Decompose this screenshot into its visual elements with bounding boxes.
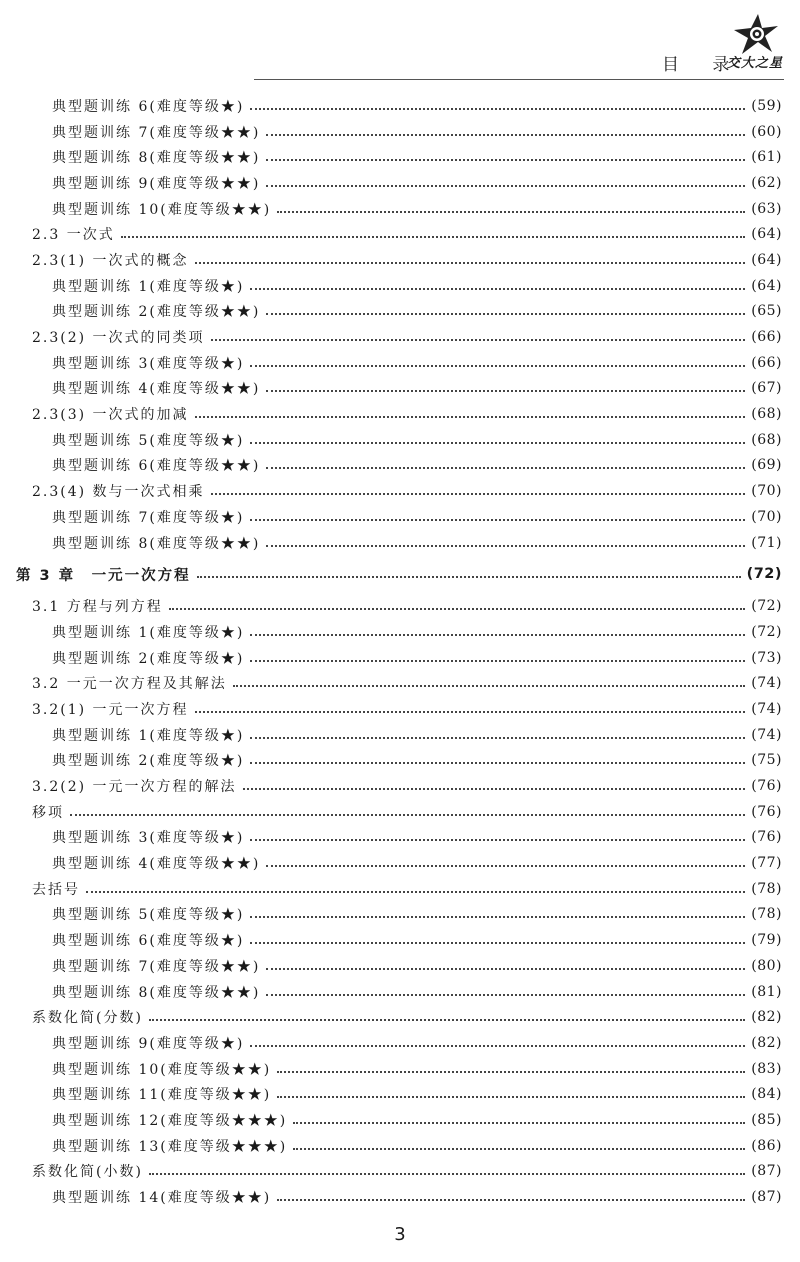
toc-entry-label: 系数化简(小数) [32, 1164, 143, 1181]
dot-leader [250, 916, 745, 918]
toc-entry-label: 3.2(2) 一元一次方程的解法 [32, 779, 237, 796]
toc-exercise-entry[interactable] [0, 119, 800, 145]
dot-leader [250, 288, 745, 290]
toc-exercise-entry[interactable] [0, 1133, 800, 1159]
page-header [0, 0, 800, 82]
toc-entry-page: (83) [751, 1060, 782, 1077]
dot-leader [250, 1045, 745, 1047]
toc-entry-page: (72) [751, 623, 782, 640]
toc-entry-label: 典型题训练 13(难度等级★★★) [52, 1138, 288, 1155]
toc-exercise-entry[interactable] [0, 144, 800, 170]
toc-entry-label: 典型题训练 6(难度等级★) [52, 98, 245, 115]
toc-exercise-entry[interactable] [0, 504, 800, 530]
toc-entry-label: 典型题训练 5(难度等级★) [52, 907, 245, 924]
dot-leader [250, 942, 745, 944]
dot-leader [70, 814, 745, 816]
dot-leader [266, 467, 745, 469]
toc-entry-page: (87) [751, 1163, 782, 1180]
toc-exercise-entry[interactable] [0, 645, 800, 671]
toc-entry-label: 典型题训练 8(难度等级★★) [52, 150, 261, 167]
toc-entry-label: 典型题训练 12(难度等级★★★) [52, 1112, 288, 1129]
dot-leader [195, 262, 746, 264]
toc-section-entry[interactable] [0, 401, 800, 427]
toc-entry-label: 典型题训练 6(难度等级★) [52, 933, 245, 950]
toc-entry-label: 3.2 一元一次方程及其解法 [32, 676, 227, 693]
toc-entry-label: 典型题训练 8(难度等级★★) [52, 984, 261, 1001]
toc-entry-page: (81) [751, 983, 782, 1000]
toc-entry-label: 典型题训练 7(难度等级★★) [52, 958, 261, 975]
toc-entry-page: (61) [751, 149, 782, 166]
toc-entry-label: 典型题训练 2(难度等级★) [52, 753, 245, 770]
dot-leader [266, 313, 745, 315]
dot-leader [266, 390, 745, 392]
dot-leader [169, 608, 746, 610]
dot-leader [250, 839, 745, 841]
brand-logo-text: 交大之星 [727, 56, 784, 71]
toc-entry-page: (72) [751, 598, 782, 615]
dot-leader [277, 1071, 745, 1073]
toc-entry-label: 3.1 方程与列方程 [32, 599, 163, 616]
toc-entry-label: 典型题训练 1(难度等级★) [52, 624, 245, 641]
dot-leader [250, 737, 745, 739]
toc-exercise-entry[interactable] [0, 1107, 800, 1133]
toc-entry-page: (80) [751, 957, 782, 974]
toc-entry-label: 移项 [32, 804, 64, 821]
toc-entry-label: 典型题训练 10(难度等级★★) [52, 201, 272, 218]
dot-leader [266, 159, 745, 161]
toc-entry-page: (63) [751, 200, 782, 217]
toc-exercise-entry[interactable] [0, 619, 800, 645]
dot-leader [211, 339, 746, 341]
toc-entry-label: 典型题训练 3(难度等级★) [52, 830, 245, 847]
toc-entry-page: (85) [751, 1111, 782, 1128]
toc-entry-page: (60) [751, 123, 782, 140]
toc-entry-page: (86) [751, 1137, 782, 1154]
toc-entry-page: (75) [751, 752, 782, 769]
toc-entry-page: (59) [751, 97, 782, 114]
toc-exercise-entry[interactable] [0, 299, 800, 325]
dot-leader [121, 236, 746, 238]
toc-entry-label: 典型题训练 3(难度等级★) [52, 355, 245, 372]
dot-leader [266, 968, 745, 970]
toc-entry-label: 典型题训练 4(难度等级★★) [52, 856, 261, 873]
toc-entry-label: 典型题训练 5(难度等级★) [52, 432, 245, 449]
toc-entry-page: (82) [751, 1009, 782, 1026]
toc-entry-page: (76) [751, 829, 782, 846]
dot-leader [233, 685, 746, 687]
toc-entry-page: (64) [751, 277, 782, 294]
toc-section-entry[interactable] [0, 478, 800, 504]
toc-entry-page: (74) [751, 675, 782, 692]
toc-entry-page: (78) [751, 906, 782, 923]
dot-leader [250, 442, 745, 444]
toc-entry-page: (68) [751, 431, 782, 448]
toc-section-entry[interactable] [0, 799, 800, 825]
toc-exercise-entry[interactable] [0, 376, 800, 402]
toc-exercise-entry[interactable] [0, 1030, 800, 1056]
toc-entry-label: 2.3(4) 数与一次式相乘 [32, 484, 205, 501]
toc-entry-page: (77) [751, 855, 782, 872]
dot-leader [266, 865, 745, 867]
toc-exercise-entry[interactable] [0, 1056, 800, 1082]
dot-leader [250, 762, 745, 764]
dot-leader [266, 134, 745, 136]
toc-exercise-entry[interactable] [0, 825, 800, 851]
toc-exercise-entry[interactable] [0, 427, 800, 453]
toc-entry-label: 系数化简(分数) [32, 1010, 143, 1027]
toc-section-entry[interactable] [0, 1004, 800, 1030]
toc-entry-label: 典型题训练 2(难度等级★) [52, 650, 245, 667]
toc-entry-page: (70) [751, 508, 782, 525]
toc-entry-label: 2.3(2) 一次式的同类项 [32, 330, 205, 347]
toc-entry-page: (74) [751, 726, 782, 743]
toc-entry-page: (68) [751, 406, 782, 423]
toc-exercise-entry[interactable] [0, 1184, 800, 1210]
dot-leader [250, 519, 745, 521]
toc-chapter-entry[interactable] [0, 555, 800, 593]
toc-entry-label: 3.2(1) 一元一次方程 [32, 701, 189, 718]
toc-entry-label: 典型题训练 8(难度等级★★) [52, 535, 261, 552]
toc-exercise-entry[interactable] [0, 350, 800, 376]
toc-entry-page: (76) [751, 803, 782, 820]
dot-leader [211, 493, 746, 495]
toc-entry-label: 典型题训练 2(难度等级★★) [52, 304, 261, 321]
toc-entry-label: 典型题训练 10(难度等级★★) [52, 1061, 272, 1078]
toc-exercise-entry[interactable] [0, 530, 800, 556]
toc-entry-page: (64) [751, 226, 782, 243]
toc-entry-page: (82) [751, 1034, 782, 1051]
dot-leader [250, 108, 745, 110]
toc-entry-page: (65) [751, 303, 782, 320]
toc-entry-label: 2.3(3) 一次式的加减 [32, 407, 189, 424]
toc-entry-label: 典型题训练 9(难度等级★) [52, 1035, 245, 1052]
toc-exercise-entry[interactable] [0, 748, 800, 774]
dot-leader [250, 660, 745, 662]
toc-entry-label: 典型题训练 14(难度等级★★) [52, 1190, 272, 1207]
toc-exercise-entry[interactable] [0, 1081, 800, 1107]
toc-entry-page: (66) [751, 354, 782, 371]
toc-entry-label: 去括号 [32, 881, 80, 898]
dot-leader [293, 1122, 745, 1124]
dot-leader [266, 994, 745, 996]
toc-exercise-entry[interactable] [0, 850, 800, 876]
toc-entry-page: (66) [751, 329, 782, 346]
toc-entry-page: (79) [751, 932, 782, 949]
toc-entry-label: 典型题训练 7(难度等级★★) [52, 124, 261, 141]
toc-section-entry[interactable] [0, 324, 800, 350]
toc-section-entry[interactable] [0, 876, 800, 902]
dot-leader [86, 891, 745, 893]
table-of-contents [0, 93, 800, 1210]
dot-leader [197, 576, 741, 578]
dot-leader [195, 416, 746, 418]
toc-entry-label: 典型题训练 1(难度等级★) [52, 278, 245, 295]
toc-section-entry[interactable] [0, 670, 800, 696]
header-title: 目 录 [662, 55, 744, 75]
header-divider [254, 79, 784, 80]
dot-leader [293, 1148, 745, 1150]
toc-entry-label: 典型题训练 1(难度等级★) [52, 727, 245, 744]
toc-entry-page: (64) [751, 251, 782, 268]
toc-section-entry[interactable] [0, 221, 800, 247]
dot-leader [149, 1173, 745, 1175]
toc-exercise-entry[interactable] [0, 979, 800, 1005]
toc-entry-label: 第 3 章 一元一次方程 [16, 567, 191, 584]
dot-leader [243, 788, 746, 790]
toc-entry-page: (72) [746, 566, 782, 583]
toc-entry-page: (87) [751, 1189, 782, 1206]
toc-entry-label: 2.3 一次式 [32, 227, 115, 244]
toc-section-entry[interactable] [0, 773, 800, 799]
dot-leader [266, 185, 745, 187]
toc-entry-page: (70) [751, 483, 782, 500]
toc-entry-page: (71) [751, 534, 782, 551]
dot-leader [250, 634, 745, 636]
toc-section-entry[interactable] [0, 1159, 800, 1185]
toc-entry-label: 典型题训练 6(难度等级★★) [52, 458, 261, 475]
toc-exercise-entry[interactable] [0, 273, 800, 299]
toc-entry-label: 典型题训练 11(难度等级★★) [52, 1087, 272, 1104]
toc-entry-label: 典型题训练 4(难度等级★★) [52, 381, 261, 398]
toc-entry-page: (67) [751, 380, 782, 397]
toc-exercise-entry[interactable] [0, 902, 800, 928]
toc-exercise-entry[interactable] [0, 722, 800, 748]
dot-leader [266, 545, 745, 547]
toc-exercise-entry[interactable] [0, 170, 800, 196]
toc-entry-page: (62) [751, 174, 782, 191]
toc-exercise-entry[interactable] [0, 927, 800, 953]
dot-leader [277, 1096, 745, 1098]
toc-exercise-entry[interactable] [0, 453, 800, 479]
toc-section-entry[interactable] [0, 247, 800, 273]
toc-entry-label: 2.3(1) 一次式的概念 [32, 252, 189, 269]
dot-leader [195, 711, 746, 713]
toc-entry-page: (84) [751, 1086, 782, 1103]
dot-leader [277, 1199, 745, 1201]
dot-leader [277, 211, 745, 213]
toc-section-entry[interactable] [0, 593, 800, 619]
toc-entry-page: (69) [751, 457, 782, 474]
dot-leader [250, 365, 745, 367]
toc-entry-label: 典型题训练 7(难度等级★) [52, 509, 245, 526]
toc-section-entry[interactable] [0, 696, 800, 722]
page-number: 3 [394, 1224, 406, 1245]
toc-entry-page: (76) [751, 778, 782, 795]
toc-entry-label: 典型题训练 9(难度等级★★) [52, 175, 261, 192]
toc-exercise-entry[interactable] [0, 196, 800, 222]
toc-entry-page: (73) [751, 649, 782, 666]
toc-exercise-entry[interactable] [0, 93, 800, 119]
toc-entry-page: (78) [751, 880, 782, 897]
dot-leader [149, 1019, 745, 1021]
toc-exercise-entry[interactable] [0, 953, 800, 979]
toc-entry-page: (74) [751, 700, 782, 717]
